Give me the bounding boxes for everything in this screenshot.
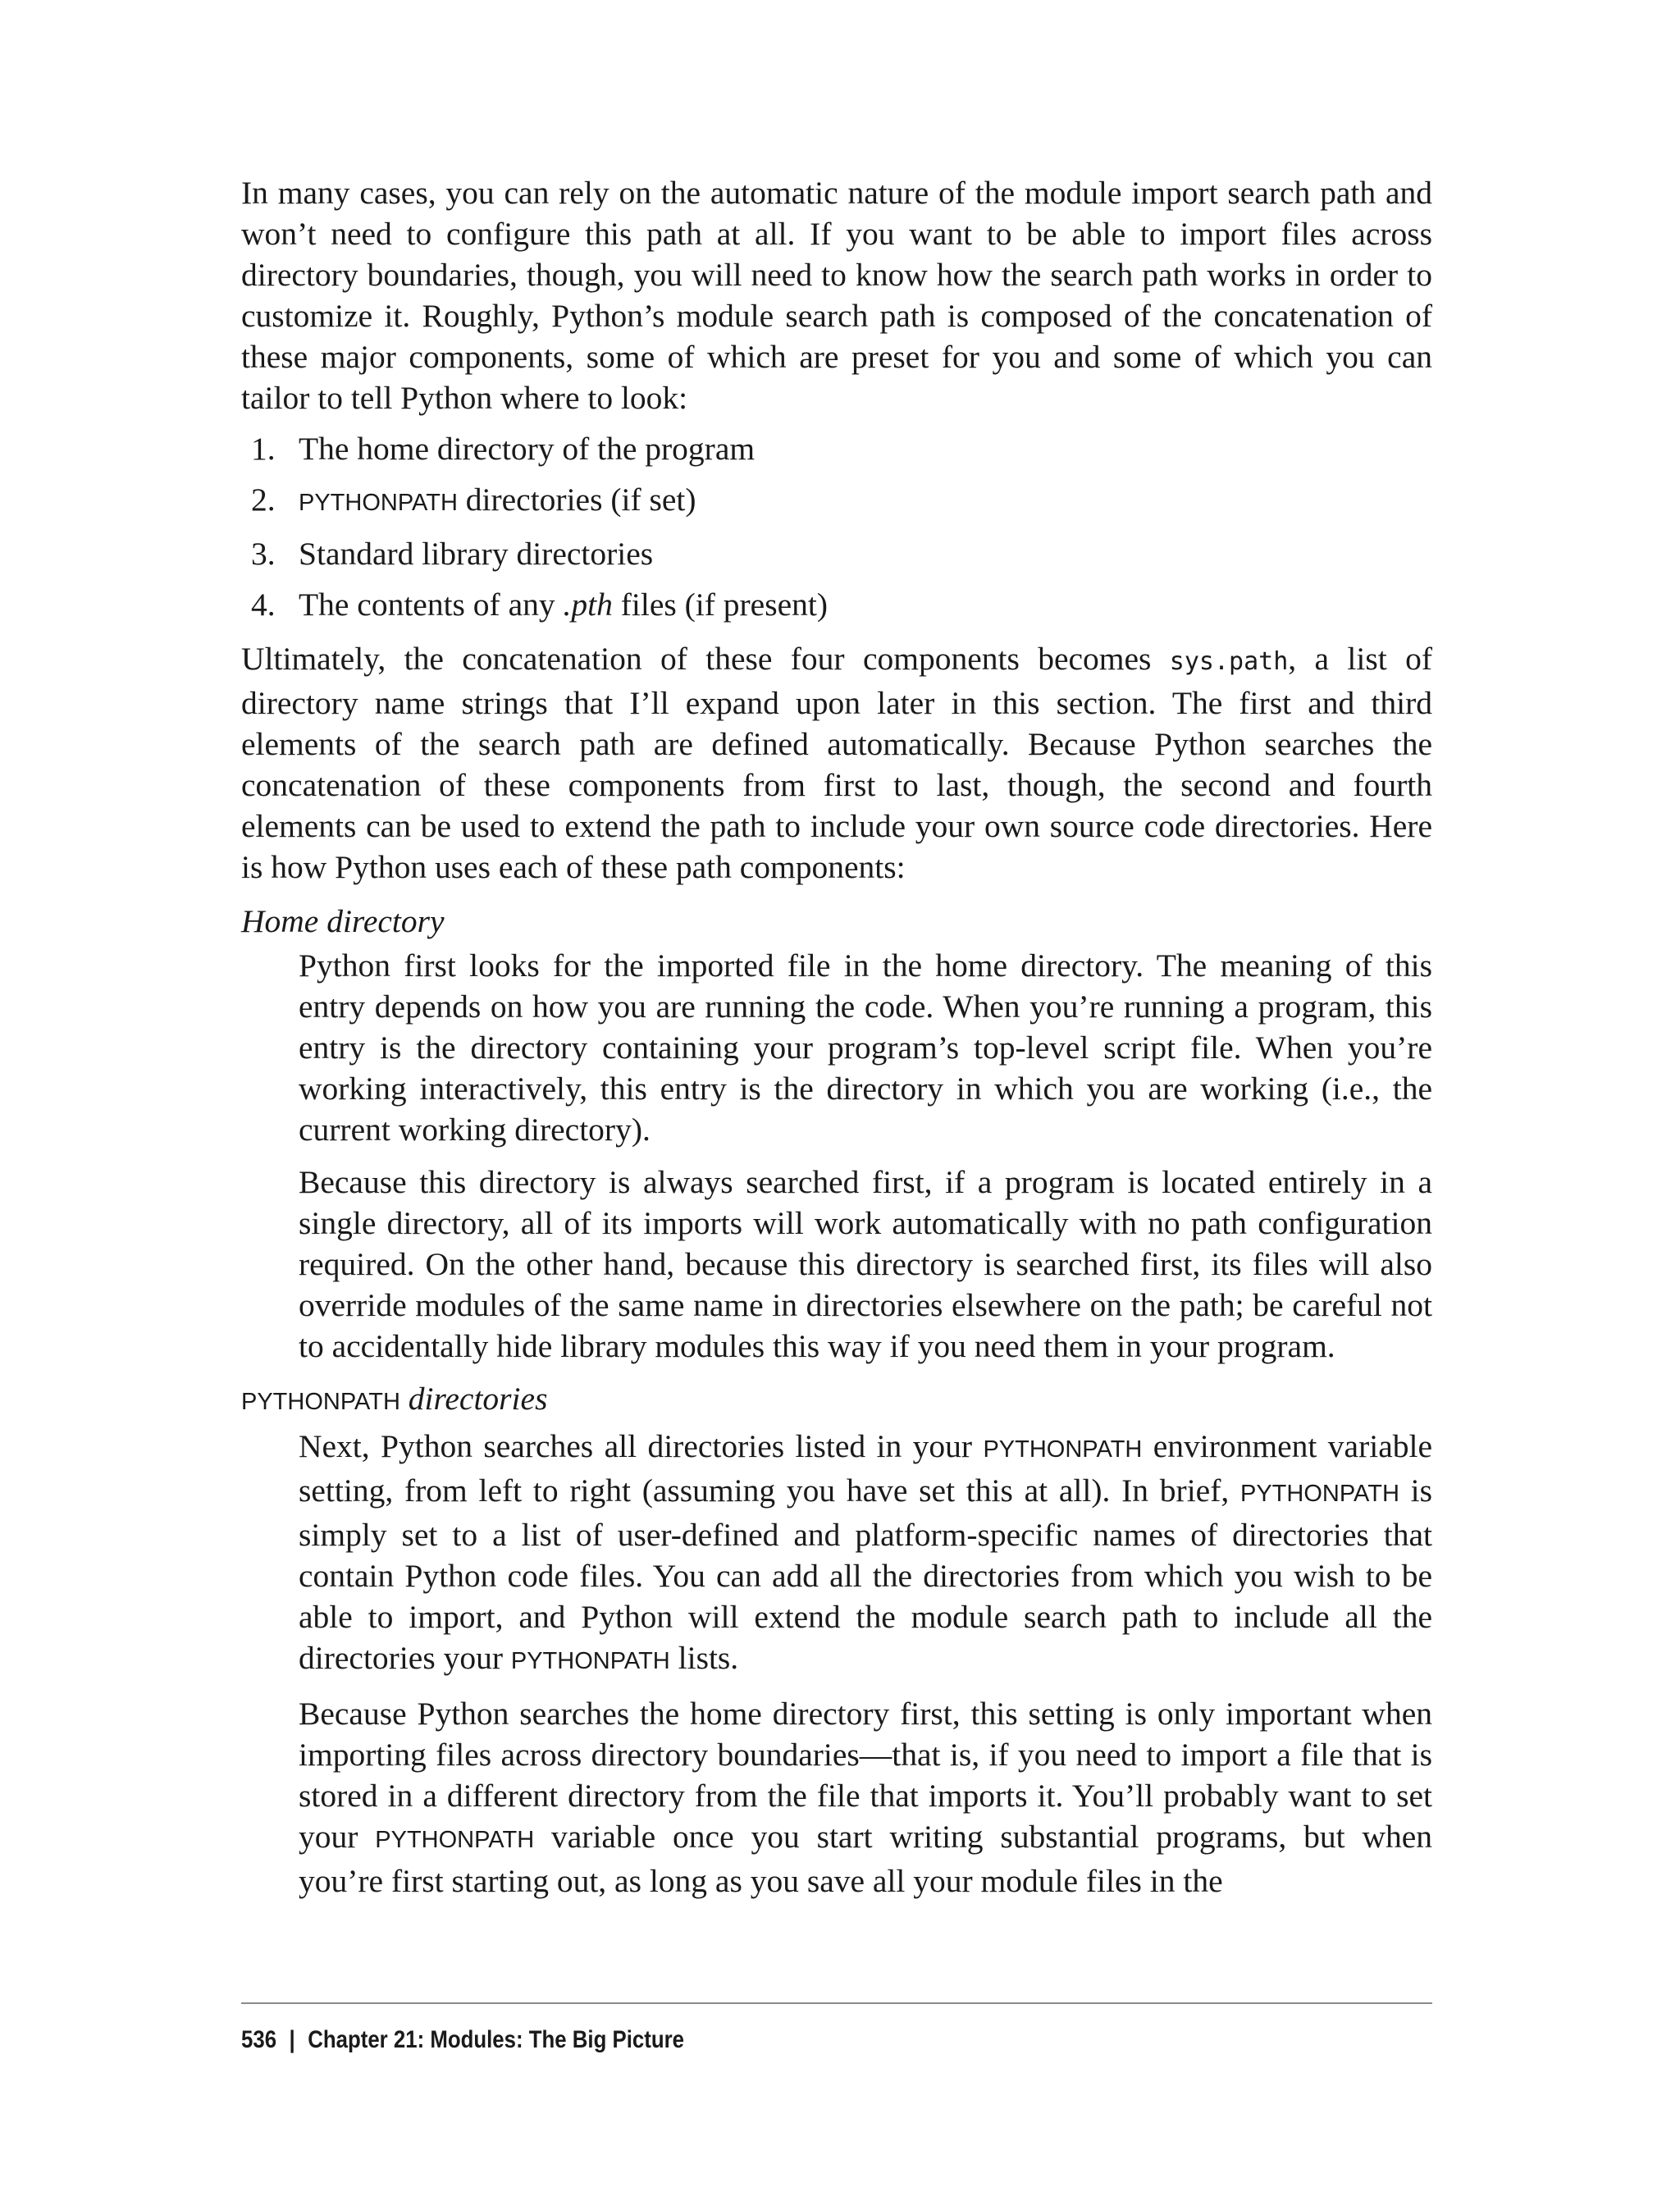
page-number: 536	[241, 2026, 277, 2053]
pp1-text-b: environment variable setting, from left to right (assuming you have set this at all). In brief,	[299, 1428, 1432, 1509]
list-item-code: PYTHONPATH	[299, 490, 458, 516]
list-item	[241, 533, 1432, 574]
pp2-text-a: Because Python searches the home directory first, this setting is only important when importing files across directory boundaries—that is, if you need to import a file that is stored in a different directory from the file that imports it. You’ll probably want to set your	[299, 1696, 1432, 1855]
intro-paragraph: In many cases, you can rely on the automatic nature of the module import search path and won’t need to configure this path at all. If you want to be able to import files across directory boundaries, though, you will need to know how the search path works in order to customize it. Roughly, Python’s module search path is composed of the concatenation of these major components, some of which are preset for you and some of which you can tailor to tell Python where to look:	[241, 175, 1432, 416]
home-directory-definition	[299, 945, 1432, 1367]
path-components-definitions	[241, 901, 1432, 1901]
summary-text-start: Ultimately, the concatenation of these four components becomes	[241, 641, 1170, 677]
pp1-code-2: PYTHONPATH	[1240, 1481, 1399, 1507]
summary-paragraph	[241, 638, 1432, 888]
list-item-number: 4.	[251, 587, 276, 623]
pythonpath-term-code: PYTHONPATH	[241, 1389, 400, 1415]
home-directory-paragraph-1: Python first looks for the imported file in the home directory. The meaning of this entry depends on how you are running the code. When you’re running a program, this entry is the directory containing your program’s top-level script file. When you’re working interactively, this entry is the directory in which you are working (i.e., the current working directory).	[299, 947, 1432, 1148]
pythonpath-term	[241, 1378, 1432, 1422]
pythonpath-definition	[299, 1426, 1432, 1901]
footer-separator: |	[289, 2026, 295, 2053]
list-item	[241, 584, 1432, 625]
list-item-text: directories (if set)	[457, 482, 696, 518]
pp1-code-3: PYTHONPATH	[510, 1648, 670, 1674]
list-item	[241, 428, 1432, 469]
pythonpath-paragraph-1	[299, 1426, 1432, 1682]
footer-divider	[241, 2002, 1432, 2004]
list-item-italic: .pth	[563, 587, 613, 623]
list-item-text: The contents of any	[299, 587, 564, 623]
pp1-text-d: lists.	[669, 1640, 739, 1676]
home-directory-paragraph-2: Because this directory is always searched first, if a program is located entirely in a single directory, all of its imports will work automatically with no path configuration required. On the other hand, because this directory is searched first, its files will also override modules of the same name in directories elsewhere on the path; be careful not to accidentally hide library modules this way if you need them in your program.	[299, 1164, 1432, 1364]
page-body	[241, 172, 1432, 1913]
pythonpath-paragraph-2	[299, 1693, 1432, 1901]
list-item	[241, 479, 1432, 523]
footer-text	[241, 2025, 1266, 2055]
list-item-text: Standard library directories	[299, 536, 654, 572]
summary-text-end: , a list of directory name strings that I’ll expand upon later in this section. The first and third elements of the search path are defined automatically. Because Python searches the concatenation of these components from first to last, though, the second and fourth elements can be used to extend the path to include your own source code directories. Here is how Python uses each of these path components:	[241, 641, 1432, 885]
pp2-code: PYTHONPATH	[375, 1827, 535, 1853]
home-directory-term: Home directory	[241, 903, 445, 939]
pp1-code-1: PYTHONPATH	[983, 1436, 1143, 1463]
page-footer	[241, 2002, 1432, 2055]
sys-path-code: sys.path	[1169, 647, 1289, 676]
pp2-text-b: variable once you start writing substantial programs, but when you’re first starting out, as long as you save all your module files in the	[299, 1819, 1433, 1899]
list-item-number: 3.	[251, 536, 276, 572]
list-item-text-end: files (if present)	[612, 587, 828, 623]
pp1-text-c: is simply set to a list of user-defined and platform-specific names of directories that contain Python code files. You can add all the directories from which you wish to be able to import, and Python will extend the module search path to include all the directories your	[299, 1472, 1432, 1676]
pp1-text-a: Next, Python searches all directories listed in your	[299, 1428, 984, 1464]
list-item-text: The home directory of the program	[299, 431, 756, 467]
chapter-title: Chapter 21: Modules: The Big Picture	[308, 2026, 684, 2053]
pythonpath-term-text: directories	[399, 1381, 548, 1417]
list-item-number: 1.	[251, 431, 276, 467]
list-item-number: 2.	[251, 482, 276, 518]
search-path-components-list	[241, 428, 1432, 625]
